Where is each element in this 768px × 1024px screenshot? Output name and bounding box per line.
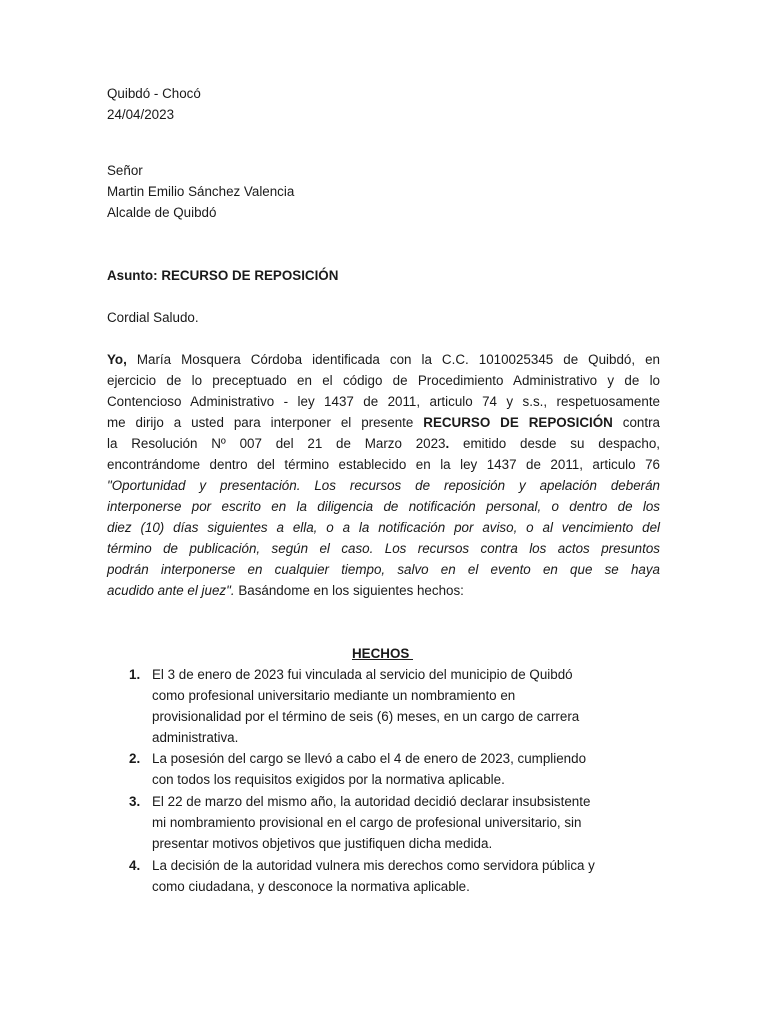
item-1-line-1: El 3 de enero de 2023 fui vinculada al servicio del municipio de Quibdó	[152, 667, 573, 682]
body-line-12: acudido ante el juez". Basándome en los siguientes hechos:	[107, 583, 464, 598]
body-line-4: me dirijo a usted para interponer el presente RECURSO DE REPOSICIÓN contra	[107, 415, 660, 430]
body-line-1: Yo, María Mosquera Córdoba identificada con la C.C. 1010025345 de Quibdó, en	[107, 352, 660, 367]
recipient-name: Martin Emilio Sánchez Valencia	[107, 184, 295, 199]
item-1-line-3: provisionalidad por el término de seis (6) meses, en un cargo de carrera	[152, 709, 580, 724]
body-intro-bold: Yo,	[107, 352, 127, 367]
body-line-6: encontrándome dentro del término establecido en la ley 1437 de 2011, articulo 76	[107, 457, 660, 472]
recipient-position: Alcalde de Quibdó	[107, 205, 217, 220]
subject-line	[107, 269, 338, 282]
recurso-bold: RECURSO DE REPOSICIÓN	[423, 415, 613, 430]
place-line: Quibdó - Chocó	[107, 86, 201, 101]
item-3-number: 3.	[129, 794, 141, 809]
subject-text: RECURSO DE REPOSICIÓN	[161, 268, 339, 283]
body-line-3: Contencioso Administrativo - ley 1437 de 2011, articulo 74 y s.s., respetuosamente	[107, 394, 660, 409]
item-1-line-2: como profesional universitario mediante un nombramiento en	[152, 688, 516, 703]
greeting: Cordial Saludo.	[107, 310, 199, 325]
subject-label: Asunto:	[107, 268, 158, 283]
item-3-line-1: El 22 de marzo del mismo año, la autoridad decidió declarar insubsistente	[152, 794, 591, 809]
item-4-number: 4.	[129, 858, 141, 873]
item-2-number: 2.	[129, 751, 141, 766]
recipient-salutation: Señor	[107, 163, 143, 178]
body-line-7: "Oportunidad y presentación. Los recursos de reposición y apelación deberán	[107, 478, 660, 493]
item-2-line-2: con todos los requisitos exigidos por la normativa aplicable.	[152, 772, 505, 787]
hechos-title: HECHOS	[352, 646, 414, 661]
body-line-10: término de publicación, según el caso. Los recursos contra los actos presuntos	[107, 541, 660, 556]
body-line-2: ejercicio de lo preceptuado en el código de Procedimiento Administrativo y de lo	[107, 373, 660, 388]
item-1-line-4: administrativa.	[152, 730, 239, 745]
date-line: 24/04/2023	[107, 107, 175, 122]
body-line-8: interponerse por escrito en la diligencia de notificación personal, o dentro de los	[107, 499, 660, 514]
body-line-9: diez (10) días siguientes a ella, o a la notificación por aviso, o al vencimiento del	[107, 520, 660, 535]
item-1-number: 1.	[129, 667, 141, 682]
item-3-line-3: presentar motivos objetivos que justifiquen dicha medida.	[152, 836, 493, 851]
body-line-11: podrán interponerse en cualquier tiempo, salvo en el evento en que se haya	[107, 562, 660, 577]
item-3-line-2: mi nombramiento provisional en el cargo de profesional universitario, sin	[152, 815, 582, 830]
item-2-line-1: La posesión del cargo se llevó a cabo el 4 de enero de 2023, cumpliendo	[152, 751, 587, 766]
body-line-5: la Resolución Nº 007 del 21 de Marzo 2023. emitido desde su despacho,	[107, 436, 660, 451]
item-4-line-2: como ciudadana, y desconoce la normativa aplicable.	[152, 879, 470, 894]
item-4-line-1: La decisión de la autoridad vulnera mis derechos como servidora pública y	[152, 858, 595, 873]
